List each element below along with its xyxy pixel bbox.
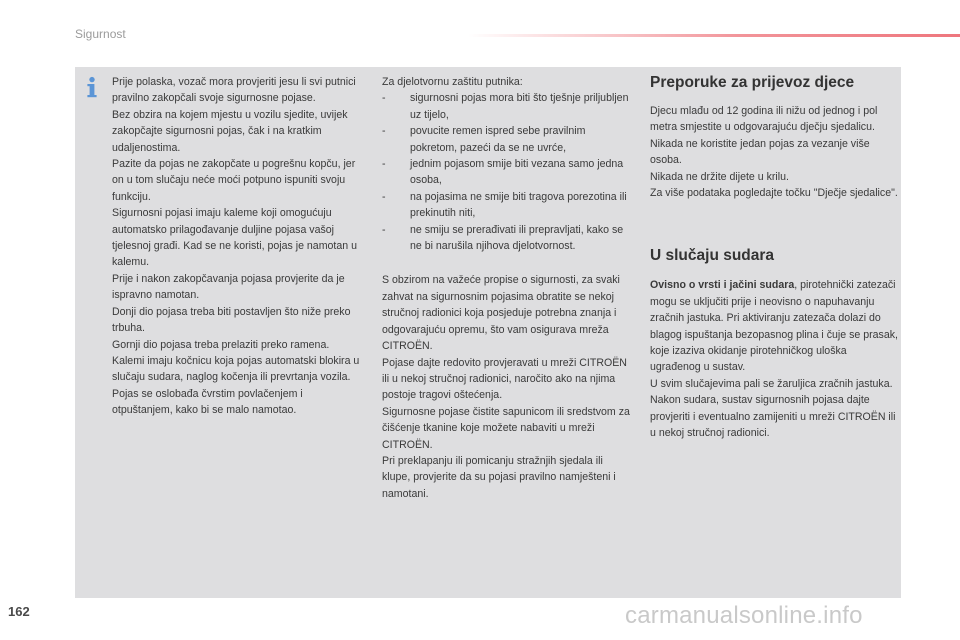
- page-number: 162: [8, 604, 30, 619]
- column-child-and-crash: [650, 74, 900, 442]
- watermark: carmanualsonline.info: [625, 602, 863, 629]
- list-item: - jednim pojasom smije biti vezana samo jedna osoba,: [382, 156, 632, 189]
- paragraph: Pri preklapanju ili pomicanju stražnjih sjedala ili klupe, provjerite da su pojasi pravilno namješteni i namotani.: [382, 454, 616, 500]
- list-item: - povucite remen ispred sebe pravilnim pokretom, pazeći da se ne uvrće,: [382, 123, 632, 156]
- bold-lead: Ovisno o vrsti i jačini sudara: [650, 279, 795, 292]
- list-intro: Za djelotvornu zaštitu putnika:: [382, 76, 523, 88]
- paragraph: Prije polaska, vozač mora provjeriti jesu li svi putnici pravilno zakopčali svoje sigurnosne pojase.: [112, 76, 356, 105]
- paragraph: Djecu mlađu od 12 godina ili nižu od jednog i pol metra smjestite u odgovarajuću dječju sjedalicu.: [650, 105, 878, 134]
- paragraph: Nakon sudara, sustav sigurnosnih pojasa dajte provjeriti i eventualno zamijeniti u mreži CITROËN ili u nekoj stručnoj radionici.: [650, 394, 896, 440]
- paragraph: Gornji dio pojasa treba prelaziti preko ramena.: [112, 338, 330, 351]
- paragraph: Nikada ne držite dijete u krilu.: [650, 170, 789, 183]
- paragraph: Donji dio pojasa treba biti postavljen što niže preko trbuha.: [112, 305, 351, 335]
- list-item: - sigurnosni pojas mora biti što tješnje priljubljen uz tijelo,: [382, 90, 632, 123]
- list-item: - na pojasima ne smije biti tragova porezotina ili prekinutih niti,: [382, 189, 632, 222]
- section-title: Sigurnost: [75, 27, 126, 41]
- paragraph: S obzirom na važeće propise o sigurnosti, za svaki zahvat na sigurnosnim pojasima obratite se nekoj stručnoj radionici koja posjeduje potrebna znanja i odgovarajuću opremu, što vam osigurava mreža CITROËN.: [382, 274, 620, 353]
- paragraph: Prije i nakon zakopčavanja pojasa provjerite da je ispravno namotan.: [112, 272, 345, 302]
- paragraph: Kalemi imaju kočnicu koja pojas automatski blokira u slučaju sudara, naglog kočenja ili prevrtanja vozila. Pojas se oslobađa čvrstim povlačenjem i otpuštanjem, kako bi se malo namotao.: [112, 354, 360, 417]
- paragraph: [650, 277, 900, 375]
- paragraph: Pazite da pojas ne zakopčate u pogrešnu kopču, jer on u tom slučaju neće moći potpuno ispuniti svoju funkciju.: [112, 158, 356, 203]
- paragraph: Za više podataka pogledajte točku "Dječje sjedalice".: [650, 187, 898, 200]
- column-seatbelt-check: [112, 74, 362, 419]
- lead-text: , pirotehnički zatezači mogu se uključiti prije i neovisno o napuhavanju zračnih jastuka. Pri aktiviranju zatezača dolazi do blagog ispuštanja bezopasnog plina i čuje se prasak, koje izaziva okidanje pirotehničkog uloška ugrađenog u sustav.: [650, 279, 898, 374]
- column-effective-protection: [382, 74, 632, 502]
- paragraph: Pojase dajte redovito provjeravati u mreži CITROËN ili u nekoj stručnoj radionici, naročito ako na njima postoje tragovi oštećenja.: [382, 356, 627, 402]
- heading-child-transport: Preporuke za prijevoz djece: [650, 74, 855, 91]
- paragraph: Sigurnosne pojase čistite sapunicom ili sredstvom za čišćenje tkanine koje možete nabaviti u mreži CITROËN.: [382, 405, 630, 451]
- header-divider: [468, 34, 960, 37]
- list-item: - ne smiju se prerađivati ili prepravljati, kako se ne bi narušila njihova djelotvornost.: [382, 222, 632, 255]
- paragraph: Sigurnosni pojasi imaju kaleme koji omogućuju automatsko prilagođavanje duljine pojasa vašoj tjelesnoj građi. Kad se ne koristi, pojas je namotan u kalemu.: [112, 207, 357, 269]
- info-icon: [85, 76, 99, 98]
- paragraph: Nikada ne koristite jedan pojas za vezanje više osoba.: [650, 137, 870, 167]
- heading-crash: U slučaju sudara: [650, 247, 775, 265]
- paragraph: U svim slučajevima pali se žaruljica zračnih jastuka.: [650, 377, 893, 390]
- paragraph: Bez obzira na kojem mjestu u vozilu sjedite, uvijek zakopčajte sigurnosni pojas, čak i na kratkim udaljenostima.: [112, 108, 348, 154]
- requirements-list: [382, 90, 632, 254]
